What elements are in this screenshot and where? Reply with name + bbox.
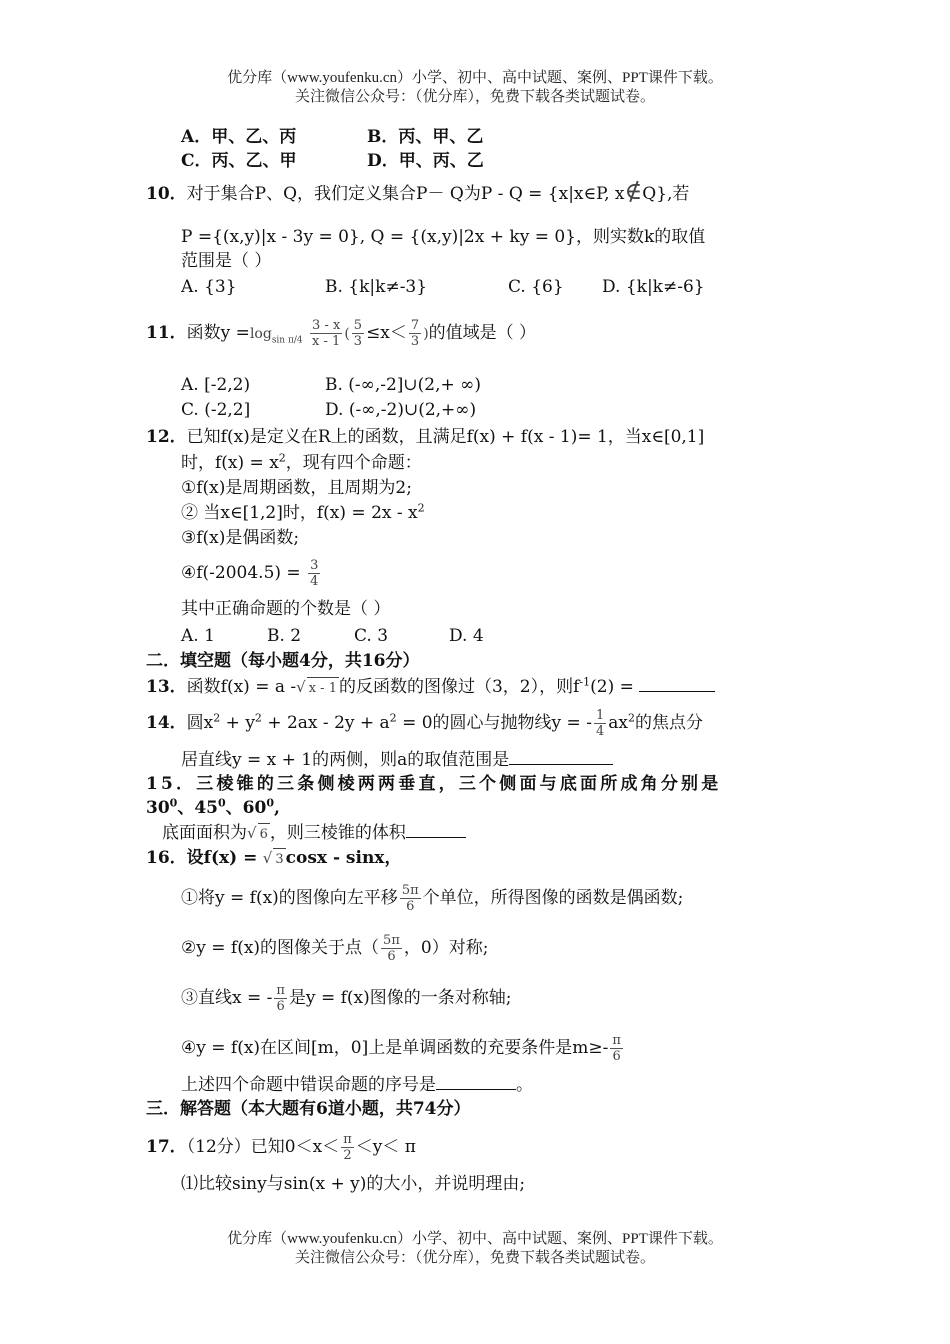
log-base: sin π/4 bbox=[271, 335, 303, 346]
q10-line-2: P ={(x,y)|x - 3y = 0}, Q = {(x,y)|2x + ky = 0}，则实数k的取值 bbox=[181, 227, 706, 247]
q17-part-1: ⑴比较siny与sin(x + y)的大小，并说明理由; bbox=[181, 1174, 526, 1194]
q9-option-d: D．甲、丙、乙 bbox=[367, 151, 484, 171]
q11-option-c: C. (-2,2] bbox=[181, 400, 251, 420]
q11-ineq: ≤x＜ bbox=[366, 323, 407, 343]
q16-p4-fraction: $\frac{\pi}{6}$ bbox=[612, 1033, 621, 1064]
q16-prop-3: ③直线x = - $\frac{\pi}{6}$ 是y = f(x)图像的一条对称轴; bbox=[181, 983, 512, 1014]
q16-p3-fraction: $\frac{\pi}{6}$ bbox=[276, 983, 285, 1014]
sqrt-symbol: √ bbox=[247, 824, 257, 842]
q11-high-bound: $\frac{7}{3}$ bbox=[410, 318, 420, 349]
q12-line-1 bbox=[146, 426, 704, 448]
q16-prop-2: ②y = f(x)的图像关于点（ $\frac{5\pi}{6}$ ，0）对称; bbox=[181, 933, 489, 964]
q16-prop-4: ④y = f(x)在区间[m，0]上是单调函数的充要条件是m≥- $\frac{\pi}{6}$ bbox=[181, 1033, 621, 1064]
q16-number: 16． bbox=[146, 848, 187, 868]
q16-prompt: 上述四个命题中错误命题的序号是 。 bbox=[181, 1075, 533, 1095]
q15-line-1: 15．三棱锥的三条侧棱两两垂直，三个侧面与底面所成角分别是 bbox=[146, 774, 722, 794]
q11-pre: 函数y = bbox=[186, 323, 250, 343]
q10-text-b: Q},若 bbox=[642, 184, 690, 204]
q12-prop-3: ③f(x)是偶函数; bbox=[181, 528, 300, 548]
q11-fraction: $\frac{3 - x}{x - 1}$ bbox=[312, 318, 341, 349]
q17-line-1: 17．（12分）已知0＜x＜ $\frac{\pi}{2}$ ＜y＜ π bbox=[146, 1132, 416, 1163]
sqrt-symbol: √ bbox=[262, 849, 273, 867]
q14-number: 14． bbox=[146, 713, 187, 733]
q12-prop-1: ①f(x)是周期函数，且周期为2; bbox=[181, 478, 412, 498]
q12-option-c: C. 3 bbox=[354, 626, 389, 646]
q12-text: 已知f(x)是定义在R上的函数，且满足f(x) + f(x - 1)= 1，当x∈[0,1] bbox=[186, 427, 705, 447]
q11-low-bound: $\frac{5}{3}$ bbox=[353, 318, 363, 349]
q10-text-a: 对于集合P、Q，我们定义集合P－ Q为P - Q = {x|x∈P, x bbox=[186, 184, 625, 204]
q16-answer-blank[interactable] bbox=[436, 1073, 516, 1090]
q14-answer-blank[interactable] bbox=[509, 748, 613, 765]
q10-number: 10． bbox=[146, 184, 187, 204]
q12-fraction: $\frac{3}{4}$ bbox=[310, 558, 319, 589]
q12-number: 12． bbox=[146, 427, 187, 447]
q12-line-2: 时，$f(x) = x^2$，现有四个命题： bbox=[181, 451, 422, 473]
section-3-title: 三．解答题（本大题有6道小题，共74分） bbox=[146, 1099, 471, 1119]
q10-line-3: 范围是（ ） bbox=[181, 251, 272, 271]
q16-line-1: 16．设f(x) = √ 3 cosx - sinx， bbox=[146, 847, 401, 871]
q14-fraction: $\frac{1}{4}$ bbox=[595, 708, 605, 739]
q9-option-c: C．丙、乙、甲 bbox=[181, 151, 297, 171]
q11-post: 的值域是（ ） bbox=[428, 323, 537, 343]
sqrt-symbol: √ bbox=[296, 678, 306, 696]
section-2-title: 二．填空题（每小题4分，共16分） bbox=[146, 651, 420, 671]
q11-option-d: D. (-∞,-2)∪(2,+∞) bbox=[325, 400, 477, 420]
q11-rparen: ) bbox=[423, 326, 429, 342]
q13-answer-blank[interactable] bbox=[639, 675, 715, 692]
q10-option-c: C. {6} bbox=[508, 277, 564, 297]
q11-lparen: ( bbox=[344, 326, 350, 342]
q10-line-1 bbox=[146, 177, 690, 205]
q11-option-a: A. [-2,2) bbox=[181, 375, 251, 395]
footer-line-1: 优分库（www.youfenku.cn）小学、初中、高中试题、案例、PPT课件下载。 bbox=[227, 1231, 723, 1247]
q16-p1-fraction: $\frac{5\pi}{6}$ bbox=[401, 883, 419, 914]
q16-p2-fraction: $\frac{5\pi}{6}$ bbox=[383, 933, 400, 964]
q12-prop-2: ② 当x∈[1,2]时，$f(x) = 2x - x^2$ bbox=[181, 501, 425, 523]
not-in-symbol: ∉ bbox=[624, 177, 643, 205]
q12-option-a: A. 1 bbox=[181, 626, 215, 646]
q11-number: 11． bbox=[146, 323, 187, 343]
log-symbol: log bbox=[249, 326, 272, 342]
footer-line-2: 关注微信公众号：（优分库），免费下载各类试题试卷。 bbox=[294, 1250, 655, 1266]
q14-line-1: 14．圆$x^2 + y^2 + 2ax - 2y + a^2 = 0$的圆心与抛物线y = - $\frac{1}{4}$ $ax^2$的焦点分 bbox=[146, 708, 703, 739]
q10-option-b: B. {k|k≠-3} bbox=[325, 277, 428, 297]
q17-fraction: $\frac{\pi}{2}$ bbox=[343, 1132, 352, 1163]
header-line-2: 关注微信公众号：（优分库），免费下载各类试题试卷。 bbox=[294, 89, 655, 105]
q12-option-b: B. 2 bbox=[267, 626, 302, 646]
q9-option-a: A．甲、乙、丙 bbox=[181, 127, 297, 147]
q15-angles: $30^0$、$45^0$、$60^0$, bbox=[146, 796, 280, 818]
q10-option-d: D. {k|k≠-6} bbox=[602, 277, 705, 297]
q16-prop-1: ①将y = f(x)的图像向左平移 $\frac{5\pi}{6}$ 个单位，所得图像的函数是偶函数; bbox=[181, 883, 684, 914]
q11-option-b: B. (-∞,-2]∪(2,+ ∞) bbox=[325, 375, 481, 395]
q10-option-a: A. {3} bbox=[181, 277, 237, 297]
q12-option-d: D. 4 bbox=[449, 626, 484, 646]
q13-number: 13． bbox=[146, 677, 187, 697]
q11-line-1 bbox=[146, 318, 536, 351]
q15-answer-blank[interactable] bbox=[406, 821, 466, 838]
q12-prompt: 其中正确命题的个数是（ ） bbox=[181, 599, 391, 619]
q17-number: 17． bbox=[146, 1137, 187, 1157]
q12-prop-4: ④f(-2004.5) = $\frac{3}{4}$ bbox=[181, 558, 319, 589]
q13-line: 13．函数f(x) = a -√ x - 1 的反函数的图像过（3，2），则$f^{-1}(2)$ = bbox=[146, 675, 715, 700]
q9-option-b: B．丙、甲、乙 bbox=[367, 127, 484, 147]
q15-line-3: 底面面积为√ 6 ，则三棱锥的体积 bbox=[162, 821, 466, 846]
q14-line-2: 居直线y = x + 1的两侧，则a的取值范围是 bbox=[181, 748, 613, 771]
header-line-1: 优分库（www.youfenku.cn）小学、初中、高中试题、案例、PPT课件下载。 bbox=[227, 70, 723, 86]
